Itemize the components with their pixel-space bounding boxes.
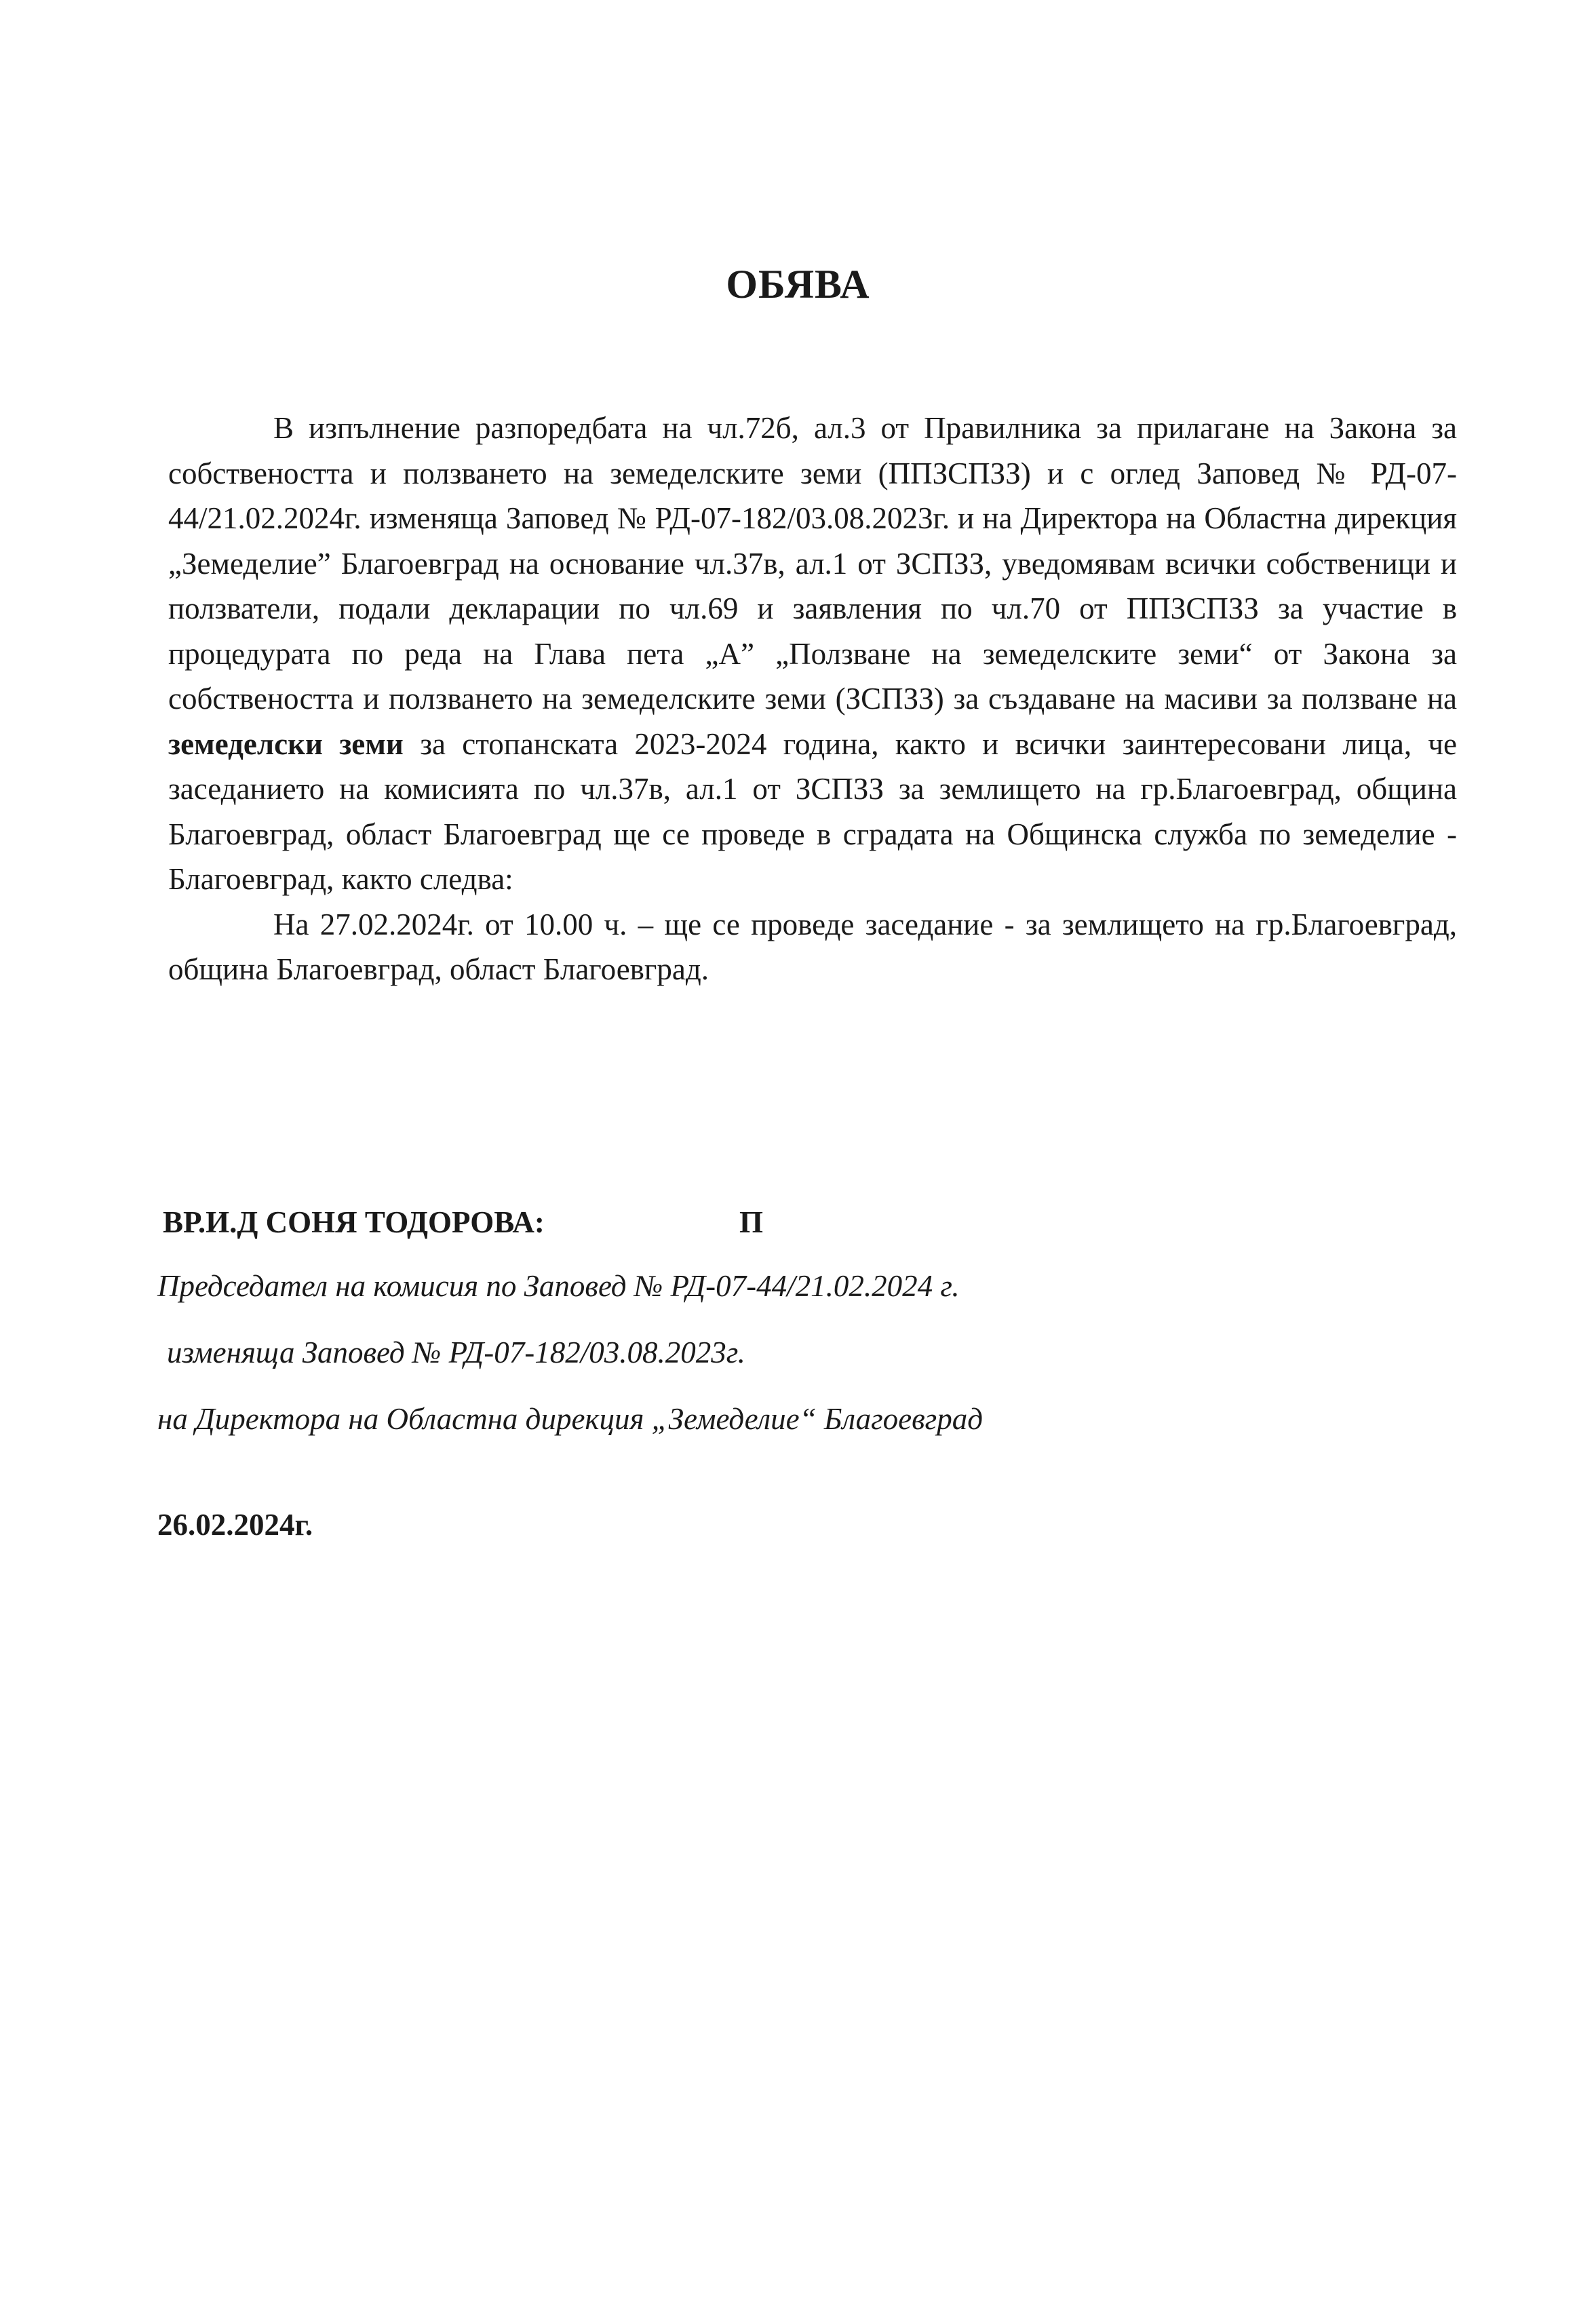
signatory-position-line-2: изменяща Заповед № РД-07-182/03.08.2023г. <box>167 1335 745 1369</box>
document-date: 26.02.2024г. <box>157 1508 313 1542</box>
signatory-position-line-3: на Директора на Областна дирекция „Земеделие“ Благоевград <box>157 1402 983 1436</box>
paragraph-text-end: за стопанската 2023-2024 година, както и всички заинтересовани лица, че заседанието на комисията по чл.37в, ал.1 от ЗСПЗЗ за землището на гр.Благоевград, община Благоевград, област Благоевград ще се проведе в сградата на Общинска служба по земеделие - Благоевград, както следва: <box>168 726 1457 896</box>
signatory-name: ВР.И.Д СОНЯ ТОДОРОВА: <box>163 1205 545 1239</box>
announcement-paragraph <box>168 406 1457 902</box>
meeting-paragraph: На 27.02.2024г. от 10.00 ч. – ще се проведе заседание - за землището на гр.Благоевград, община Благоевград, област Благоевград. <box>168 907 1457 986</box>
signatory-position-line-1: Председател на комисия по Заповед № РД-07-44/21.02.2024 г. <box>157 1269 960 1303</box>
document-body <box>168 406 1457 992</box>
signature-mark: П <box>739 1205 764 1239</box>
document-title: ОБЯВА <box>726 262 870 307</box>
paragraph-text-start: В изпълнение разпоредбата на чл.72б, ал.3 от Правилника за прилагане на Закона за собствеността и ползването на земеделските земи (ППЗСПЗЗ) и с оглед Заповед № РД-07-44/21.02.2024г. изменяща Заповед № РД-07-182/03.08.2023г. и на Директора на Областна дирекция „Земеделие” Благоевград на основание чл.37в, ал.1 от ЗСПЗЗ, уведомявам всички собственици и ползватели, подали декларации по чл.69 и заявления по чл.70 от ППЗСПЗЗ за участие в процедурата по реда на Глава пета „А” „Ползване на земеделските земи“ от Закона за собствеността и ползването на земеделските земи (ЗСПЗЗ) за създаване на масиви за ползване на <box>168 411 1457 716</box>
paragraph-bold-text: земеделски земи <box>168 726 404 761</box>
